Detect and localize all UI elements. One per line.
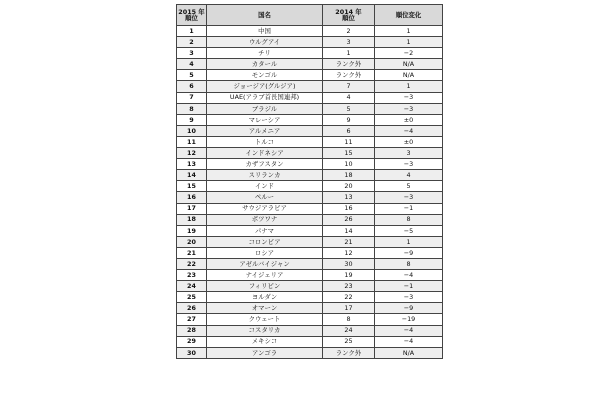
table-row [177,103,443,114]
country-cell: トルコ [207,136,323,147]
rank-2014-cell: 30 [323,258,375,269]
rank-2014-cell: 16 [323,203,375,214]
rank-cell: 9 [177,114,207,125]
header-rank-2014 [323,5,375,26]
table-row [177,37,443,48]
change-cell: −3 [375,92,443,103]
change-cell: −1 [375,281,443,292]
table-header [177,5,443,26]
rank-cell: 30 [177,347,207,358]
country-cell: ボツワナ [207,214,323,225]
country-cell: アルメニア [207,125,323,136]
rank-2014-cell: 1 [323,48,375,59]
table-row [177,170,443,181]
table-row [177,114,443,125]
country-cell: ウルグアイ [207,37,323,48]
header-change: 順位変化 [375,5,443,26]
ranking-table-container [176,4,442,359]
rank-cell: 19 [177,225,207,236]
rank-2014-cell: 15 [323,148,375,159]
table-row [177,92,443,103]
change-cell: −1 [375,203,443,214]
table-row [177,214,443,225]
country-cell: アンゴラ [207,347,323,358]
rank-cell: 11 [177,136,207,147]
change-cell: −9 [375,247,443,258]
rank-cell: 24 [177,281,207,292]
rank-2014-cell: 13 [323,192,375,203]
rank-2014-cell: 26 [323,214,375,225]
table-row [177,81,443,92]
rank-cell: 28 [177,325,207,336]
table-row [177,125,443,136]
change-cell: N/A [375,70,443,81]
country-cell: メキシコ [207,336,323,347]
rank-2014-cell: 2 [323,26,375,37]
rank-cell: 23 [177,270,207,281]
rank-2014-cell: 20 [323,181,375,192]
country-cell: UAE(アラブ首長国連邦) [207,92,323,103]
table-row [177,336,443,347]
rank-2014-cell: 6 [323,125,375,136]
rank-2014-cell: ランク外 [323,59,375,70]
rank-cell: 16 [177,192,207,203]
rank-2014-cell: ランク外 [323,70,375,81]
rank-2014-cell: 7 [323,81,375,92]
country-cell: 中国 [207,26,323,37]
header-rank-2015-line2: 順位 [185,14,198,22]
rank-2014-cell: 8 [323,314,375,325]
rank-2014-cell: 12 [323,247,375,258]
country-cell: フィリピン [207,281,323,292]
table-row [177,247,443,258]
rank-cell: 10 [177,125,207,136]
rank-cell: 5 [177,70,207,81]
country-cell: パナマ [207,225,323,236]
change-cell: ±0 [375,136,443,147]
rank-cell: 3 [177,48,207,59]
change-cell: −3 [375,192,443,203]
table-row [177,236,443,247]
country-cell: オマーン [207,303,323,314]
change-cell: −4 [375,325,443,336]
change-cell: 5 [375,181,443,192]
rank-cell: 17 [177,203,207,214]
rank-cell: 27 [177,314,207,325]
change-cell: 1 [375,37,443,48]
rank-2014-cell: 14 [323,225,375,236]
table-row [177,303,443,314]
rank-cell: 2 [177,37,207,48]
country-cell: コロンビア [207,236,323,247]
rank-cell: 20 [177,236,207,247]
rank-2014-cell: 25 [323,336,375,347]
table-row [177,148,443,159]
change-cell: −2 [375,48,443,59]
country-cell: ナイジェリア [207,270,323,281]
change-cell: −3 [375,159,443,170]
rank-cell: 4 [177,59,207,70]
country-cell: ペルー [207,192,323,203]
change-cell: 4 [375,170,443,181]
rank-cell: 15 [177,181,207,192]
change-cell: 8 [375,214,443,225]
country-cell: ロシア [207,247,323,258]
change-cell: 1 [375,26,443,37]
change-cell: −19 [375,314,443,325]
table-row [177,270,443,281]
table-row [177,292,443,303]
header-row [177,5,443,26]
rank-2014-cell: 10 [323,159,375,170]
table-row [177,136,443,147]
table-row [177,225,443,236]
rank-2014-cell: 23 [323,281,375,292]
rank-2014-cell: 18 [323,170,375,181]
change-cell: −9 [375,303,443,314]
country-cell: インド [207,181,323,192]
rank-cell: 21 [177,247,207,258]
header-rank-2015 [177,5,207,26]
rank-cell: 8 [177,103,207,114]
header-rank-2014-line2: 順位 [342,14,355,22]
country-cell: モンゴル [207,70,323,81]
table-row [177,258,443,269]
country-cell: マレーシア [207,114,323,125]
rank-2014-cell: 4 [323,92,375,103]
table-row [177,181,443,192]
rank-2014-cell: 21 [323,236,375,247]
country-cell: チリ [207,48,323,59]
rank-cell: 6 [177,81,207,92]
table-row [177,203,443,214]
table-row [177,26,443,37]
rank-2014-cell: 17 [323,303,375,314]
rank-cell: 25 [177,292,207,303]
change-cell: −5 [375,225,443,236]
table-row [177,159,443,170]
change-cell: ±0 [375,114,443,125]
change-cell: −4 [375,270,443,281]
rank-cell: 22 [177,258,207,269]
change-cell: N/A [375,59,443,70]
rank-2014-cell: 3 [323,37,375,48]
header-country: 国名 [207,5,323,26]
country-cell: スリランカ [207,170,323,181]
country-cell: クウェート [207,314,323,325]
rank-2014-cell: ランク外 [323,347,375,358]
change-cell: 3 [375,148,443,159]
table-row [177,325,443,336]
country-cell: ブラジル [207,103,323,114]
change-cell: N/A [375,347,443,358]
rank-cell: 12 [177,148,207,159]
rank-2014-cell: 11 [323,136,375,147]
rank-cell: 1 [177,26,207,37]
change-cell: 1 [375,81,443,92]
country-cell: カタール [207,59,323,70]
table-row [177,70,443,81]
table-row [177,314,443,325]
change-cell: −4 [375,336,443,347]
change-cell: −3 [375,292,443,303]
rank-2014-cell: 9 [323,114,375,125]
change-cell: −4 [375,125,443,136]
change-cell: 8 [375,258,443,269]
rank-2014-cell: 24 [323,325,375,336]
ranking-table [176,4,443,359]
country-cell: カザフスタン [207,159,323,170]
table-row [177,59,443,70]
rank-2014-cell: 19 [323,270,375,281]
country-cell: インドネシア [207,148,323,159]
rank-cell: 13 [177,159,207,170]
table-row [177,281,443,292]
change-cell: −3 [375,103,443,114]
rank-cell: 26 [177,303,207,314]
rank-cell: 14 [177,170,207,181]
country-cell: アゼルバイジャン [207,258,323,269]
table-row [177,48,443,59]
table-row [177,192,443,203]
rank-cell: 18 [177,214,207,225]
rank-cell: 7 [177,92,207,103]
rank-2014-cell: 22 [323,292,375,303]
country-cell: ジョージア(グルジア) [207,81,323,92]
table-body [177,26,443,359]
header-rank-2015-line1: 2015 年 [178,7,205,16]
header-rank-2014-line1: 2014 年 [335,7,362,16]
country-cell: コスタリカ [207,325,323,336]
rank-cell: 29 [177,336,207,347]
country-cell: サウジアラビア [207,203,323,214]
rank-2014-cell: 5 [323,103,375,114]
change-cell: 1 [375,236,443,247]
country-cell: ヨルダン [207,292,323,303]
table-row [177,347,443,358]
